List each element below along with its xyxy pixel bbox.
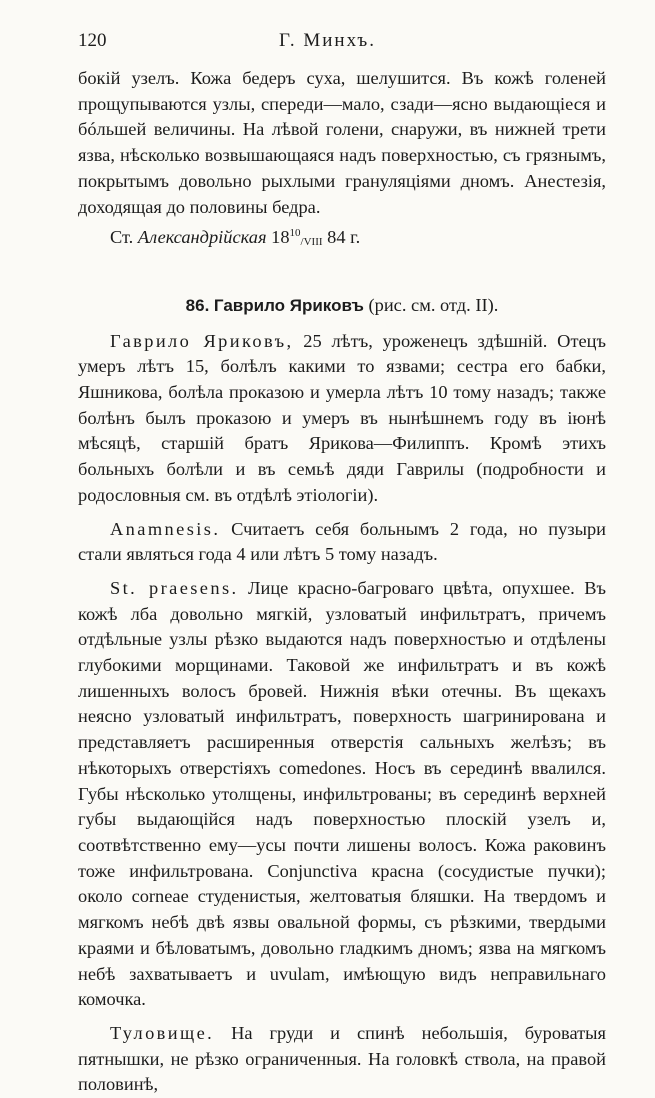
page-number: 120 [78, 30, 107, 51]
sig-sup: 10 [289, 227, 301, 240]
paragraph-lead: Гаврило Яриковъ, [110, 330, 294, 351]
paragraph-torso [78, 1021, 606, 1098]
paragraph-history [78, 329, 606, 509]
sig-sub: /VIII [300, 236, 323, 249]
case-number: 86. [185, 295, 210, 315]
case-ref: (рис. см. отд. II). [368, 294, 499, 315]
page-header [0, 30, 655, 58]
location-date-line [78, 225, 606, 251]
paragraph-lead: St. praesens. [110, 577, 239, 598]
paragraph-text: Лице красно-багроваго цвѣта, опухшее. Въ кожѣ лба довольно мягкій, узловатый инфильтратъ, причемъ отдѣльные узлы рѣзко выдаются надъ поверхностью и отдѣлены глубокими морщинами. Таковой же инфильтратъ и въ кожѣ лишенныхъ волосъ бровей. Нижнія вѣки отечны. Въ щекахъ неясно узловатый инфильтратъ, поверхность шагринирована и представляетъ расширенныя отверстія сальныхъ желѣзъ; въ нѣкоторыхъ отверстіяхъ comedones. Носъ въ серединѣ ввалился. Губы нѣсколько утолщены, инфильтрованы; въ серединѣ верхней губы выдающійся надъ поверхностью плоскій узелъ и, соотвѣтственно ему—усы почти лишены волосъ. Кожа раковинъ тоже инфильтрована. Conjunctiva красна (сосудистые пучки); около corneae студенистыя, желтоватыя бляшки. На твердомъ и мягкомъ небѣ двѣ язвы овальной формы, съ рѣзкими, твердыми краями и бѣловатымъ, довольно гладкимъ дномъ; язва на мягкомъ небѣ захватываетъ и uvulam, имѣющую видъ неправильнаго комочка. [78, 577, 606, 1010]
running-head: Г. Минхъ. [279, 30, 376, 51]
paragraph-anamnesis [78, 517, 606, 568]
paragraph-lead: Anamnesis. [110, 518, 221, 539]
sig-year: 84 г. [327, 227, 361, 248]
case-name: Гаврило Яриковъ [213, 295, 364, 315]
sig-prefix: Ст. [110, 227, 134, 248]
paragraph-text: На груди и спинѣ небольшія, буроватыя пятнышки, не рѣзко ограниченныя. На головкѣ ствола, на правой половинѣ, [78, 1022, 606, 1095]
paragraph-lead: Туловище. [110, 1022, 215, 1043]
sig-day: 18 [271, 227, 290, 248]
sig-place: Александрійская [137, 227, 267, 248]
paragraph-text: Считаетъ себя больнымъ 2 года, но пузыри стали являться года 4 или лѣтъ 5 тому назадъ. [78, 518, 606, 565]
case-title [78, 293, 606, 319]
page-body [78, 66, 606, 1098]
paragraph-text: 25 лѣтъ, уроженецъ здѣшній. Отецъ умеръ лѣтъ 15, болѣлъ какими то язвами; сестра его бабки, Яшникова, болѣла проказою и умерла лѣтъ 10 тому назадъ; также болѣнъ былъ проказою и умеръ въ нынѣшнемъ году въ іюнѣ мѣсяцѣ, старшій братъ Ярикова—Филиппъ. Кромѣ этихъ больныхъ болѣли и въ семьѣ дяди Гаврилы (подробности и родословныя см. въ отдѣлѣ этіологіи). [78, 330, 606, 505]
paragraph-status [78, 576, 606, 1013]
paragraph-continuation: бокій узелъ. Кожа бедеръ суха, шелушится. Въ кожѣ голеней прощупываются узлы, спереди—мало, сзади—ясно выдающіеся и бóльшей величины. На лѣвой голени, снаружи, въ нижней трети язва, нѣсколько возвышающаяся надъ поверхностью, съ грязнымъ, покрытымъ довольно рыхлыми грануляціями дномъ. Анестезія, доходящая до половины бедра. [78, 68, 606, 217]
